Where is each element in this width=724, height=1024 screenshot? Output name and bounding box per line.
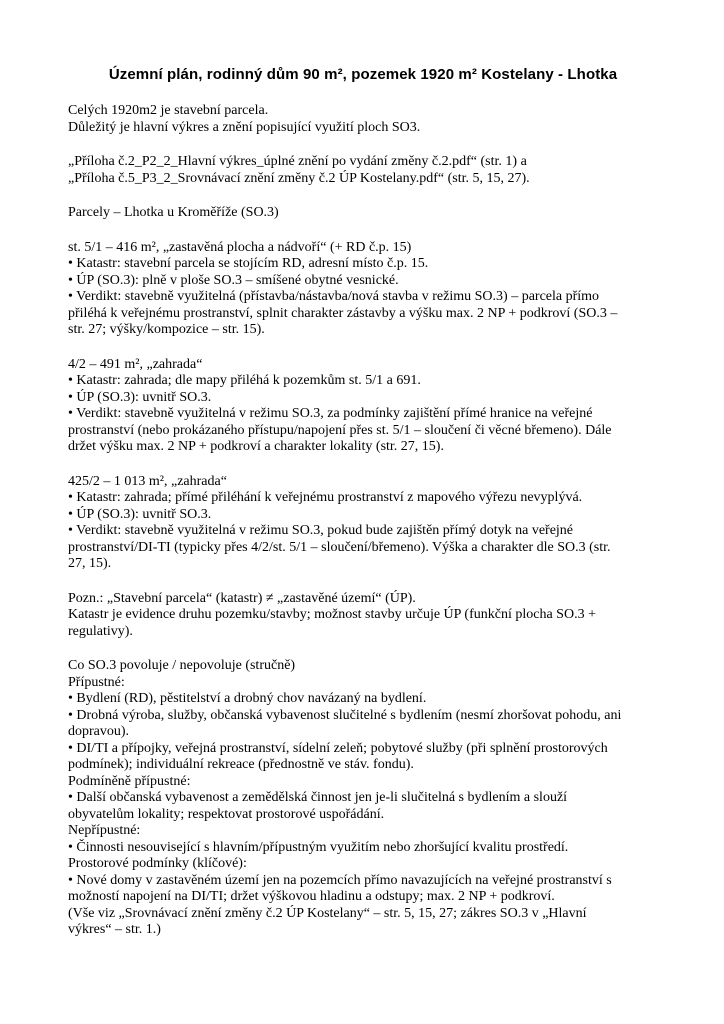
- text-line: 27, 15).: [68, 556, 112, 571]
- paragraph: [68, 103, 658, 136]
- paragraph: [68, 154, 658, 187]
- text-line: • Bydlení (RD), pěstitelství a drobný chov navázaný na bydlení.: [68, 691, 427, 706]
- text-line: • Katastr: stavební parcela se stojícím RD, adresní místo č.p. 15.: [68, 256, 429, 271]
- paragraph: [68, 357, 658, 456]
- text-line: 4/2 – 491 m², „zahrada“: [68, 356, 203, 372]
- text-line: • Další občanská vybavenost a zemědělská činnost jen je-li slučitelná s bydlením a slouží: [68, 790, 568, 805]
- text-line: „Příloha č.5_P3_2_Srovnávací znění změny č.2 ÚP Kostelany.pdf“ (str. 5, 15, 27).: [68, 170, 530, 186]
- text-line: str. 27; výšky/kompozice – str. 15).: [68, 322, 265, 337]
- text-line: • ÚP (SO.3): plně v ploše SO.3 – smíšené obytné vesnické.: [68, 272, 399, 288]
- text-line: obyvatelům lokality; respektovat prostorové uspořádání.: [68, 806, 385, 822]
- text-line: (Vše viz „Srovnávací znění změny č.2 ÚP Kostelany“ – str. 5, 15, 27; zákres SO.3 v „Hlavní: [68, 905, 587, 921]
- text-line: výkres“ – str. 1.): [68, 922, 161, 937]
- text-line: Pozn.: „Stavební parcela“ (katastr) ≠ „zastavěné území“ (ÚP).: [68, 590, 416, 606]
- text-line: • Verdikt: stavebně využitelná v režimu SO.3, pokud bude zajištěn přímý dotyk na veřejné: [68, 523, 574, 538]
- text-line: Přípustné:: [68, 674, 125, 690]
- document-body: [68, 103, 658, 939]
- text-line: 425/2 – 1 013 m², „zahrada“: [68, 473, 227, 489]
- text-line: • DI/TI a přípojky, veřejná prostranství, sídelní zeleň; pobytové služby (při splnění prostorových: [68, 740, 608, 756]
- text-line: prostranství (nebo prokázaného přístupu/napojení přes st. 5/1 – sloučení či věcné břemeno). Dále: [68, 422, 612, 438]
- text-line: • Verdikt: stavebně využitelná v režimu SO.3, za podmínky zajištění přímé hranice na veřejné: [68, 406, 593, 421]
- paragraph: [68, 591, 658, 641]
- text-line: Prostorové podmínky (klíčové):: [68, 856, 247, 871]
- text-line: podmínek); individuální rekreace (přednostně ve stáv. fondu).: [68, 757, 414, 772]
- text-line: možností napojení na DI/TI; držet výškovou hladinu a odstupy; max. 2 NP + podkroví.: [68, 889, 555, 904]
- text-line: st. 5/1 – 416 m², „zastavěná plocha a nádvoří“ (+ RD č.p. 15): [68, 239, 412, 255]
- text-line: držet výšku max. 2 NP + podkroví a charakter lokality (str. 27, 15).: [68, 439, 444, 454]
- document-title: Územní plán, rodinný dům 90 m², pozemek 1920 m² Kostelany - Lhotka: [108, 66, 618, 83]
- paragraph: [68, 240, 658, 339]
- text-line: Důležitý je hlavní výkres a znění popisující využití ploch SO3.: [68, 119, 421, 135]
- text-line: • Katastr: zahrada; dle mapy přiléhá k pozemkům st. 5/1 a 691.: [68, 373, 421, 388]
- text-line: Celých 1920m2 je stavební parcela.: [68, 103, 269, 118]
- text-line: • ÚP (SO.3): uvnitř SO.3.: [68, 506, 212, 522]
- text-line: • Verdikt: stavebně využitelná (přístavba/nástavba/nová stavba v režimu SO.3) – parcela přímo: [68, 289, 600, 304]
- text-line: Parcely – Lhotka u Kroměříže (SO.3): [68, 205, 279, 220]
- text-line: přiléhá k veřejnému prostranství, splnit charakter zástavby a výšku max. 2 NP + podkroví (SO.3 –: [68, 305, 618, 321]
- text-line: • ÚP (SO.3): uvnitř SO.3.: [68, 389, 212, 405]
- text-line: prostranství/DI-TI (typicky přes 4/2/st. 5/1 – sloučení/břemeno). Výška a charakter dle SO.3 (str.: [68, 539, 611, 555]
- text-line: Katastr je evidence druhu pozemku/stavby; možnost stavby určuje ÚP (funkční plocha SO.3 +: [68, 607, 596, 622]
- paragraph: [68, 474, 658, 573]
- text-line: • Nové domy v zastavěném území jen na pozemcích přímo navazujících na veřejné prostranství s: [68, 872, 612, 888]
- paragraph: [68, 205, 658, 222]
- text-line: Podmíněně přípustné:: [68, 773, 191, 789]
- text-line: regulativy).: [68, 623, 133, 639]
- text-line: • Katastr: zahrada; přímé přiléhání k veřejnému prostranství z mapového výřezu nevyplývá.: [68, 490, 583, 505]
- text-line: • Drobná výroba, služby, občanská vybavenost slučitelné s bydlením (nesmí zhoršovat pohodu, ani: [68, 707, 622, 723]
- text-line: „Příloha č.2_P2_2_Hlavní výkres_úplné znění po vydání změny č.2.pdf“ (str. 1) a: [68, 154, 527, 169]
- paragraph: [68, 658, 658, 939]
- text-line: Nepřípustné:: [68, 823, 141, 838]
- text-line: Co SO.3 povoluje / nepovoluje (stručně): [68, 658, 296, 673]
- text-line: dopravou).: [68, 724, 130, 739]
- text-line: • Činnosti nesouvisející s hlavním/přípustným využitím nebo zhoršující kvalitu prostředí.: [68, 839, 569, 855]
